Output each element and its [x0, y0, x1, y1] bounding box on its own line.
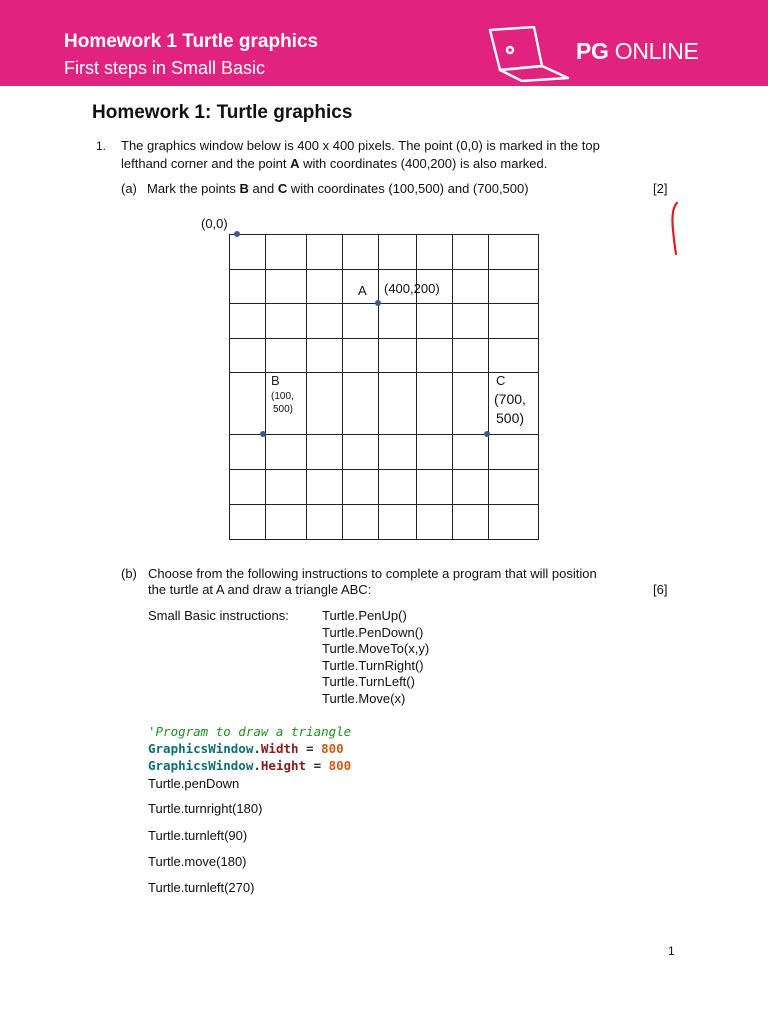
- code-property: Height: [260, 758, 307, 773]
- point-a: [375, 300, 381, 306]
- part-b-line-1: Choose from the following instructions to complete a program that will position: [148, 566, 597, 581]
- code-dot: .: [253, 758, 261, 773]
- instruction-item: Turtle.PenDown(): [322, 625, 424, 640]
- part-a-marks: [2]: [653, 181, 668, 196]
- part-a-post: with coordinates (100,500) and (700,500): [287, 181, 529, 196]
- question-line-2: [121, 156, 547, 171]
- code-object: GraphicsWindow: [148, 758, 254, 773]
- point-a-name: A: [358, 283, 367, 298]
- point-b: [260, 431, 266, 437]
- instruction-item: Turtle.MoveTo(x,y): [322, 641, 430, 656]
- banner-title: Homework 1 Turtle graphics: [64, 31, 319, 52]
- grid-line-vertical: [538, 234, 539, 540]
- grid-line-vertical: [265, 234, 266, 540]
- part-a-b: B: [239, 181, 249, 196]
- grid-line-horizontal: [229, 269, 539, 270]
- grid-line-vertical: [488, 234, 489, 540]
- code-equals: =: [298, 741, 322, 756]
- grid-line-horizontal: [229, 234, 539, 235]
- logo-text: [576, 38, 699, 65]
- grid-line-vertical: [378, 234, 379, 540]
- part-a-label: (a): [121, 181, 137, 196]
- point-b-coord-1: (100,: [271, 391, 294, 402]
- code-dot: .: [253, 741, 261, 756]
- logo-rest: ONLINE: [608, 38, 699, 64]
- code-object: GraphicsWindow: [148, 741, 254, 756]
- code-equals: =: [306, 758, 329, 773]
- question-line-1: The graphics window below is 400 x 400 pixels. The point (0,0) is marked in the top: [121, 138, 600, 153]
- q-bold-a: A: [290, 156, 300, 171]
- instruction-item: Turtle.Move(x): [322, 691, 406, 706]
- part-b-line-2: the turtle at A and draw a triangle ABC:: [148, 582, 372, 597]
- part-b-marks: [6]: [653, 582, 668, 597]
- document-heading: Homework 1: Turtle graphics: [92, 102, 353, 123]
- q-text: lefthand corner and the point: [121, 156, 291, 171]
- grid-line-vertical: [229, 234, 230, 540]
- grid-line-horizontal: [229, 303, 539, 304]
- origin-label: (0,0): [201, 216, 228, 231]
- banner-subtitle: First steps in Small Basic: [64, 58, 266, 78]
- point-b-name: B: [271, 373, 280, 388]
- answer-line: Turtle.penDown: [148, 776, 240, 791]
- code-number: 800: [328, 758, 352, 773]
- header-banner: [0, 0, 768, 86]
- grid-line-horizontal: [229, 504, 539, 505]
- grid-line-vertical: [342, 234, 343, 540]
- grid-line-vertical: [452, 234, 453, 540]
- grid-line-vertical: [306, 234, 307, 540]
- instruction-item: Turtle.PenUp(): [322, 608, 407, 623]
- point-b-coord-2: 500): [273, 404, 294, 415]
- part-b-label: (b): [121, 566, 137, 581]
- red-pen-mark: [668, 200, 682, 256]
- laptop-icon: [486, 26, 570, 82]
- grid-line-horizontal: [229, 539, 539, 540]
- part-a-c: C: [277, 181, 288, 196]
- grid-line-horizontal: [229, 469, 539, 470]
- answer-line: Turtle.turnleft(90): [148, 828, 248, 843]
- code-line-width: [148, 741, 344, 756]
- part-a-pre: Mark the points: [147, 181, 240, 196]
- answer-line: Turtle.move(180): [148, 854, 247, 869]
- point-a-coord: (400,200): [384, 281, 440, 296]
- point-c-coord-2: 500): [496, 410, 525, 426]
- point-c: [484, 431, 490, 437]
- part-a-text: [147, 181, 529, 196]
- page-number: 1: [668, 944, 675, 958]
- grid-line-horizontal: [229, 338, 539, 339]
- point-c-coord-1: (700,: [494, 391, 526, 407]
- point-c-name: C: [496, 373, 506, 388]
- question-number: 1.: [96, 139, 107, 153]
- answer-line: Turtle.turnright(180): [148, 801, 263, 816]
- code-line-height: [148, 758, 351, 773]
- code-comment: 'Program to draw a triangle: [148, 724, 352, 739]
- part-a-mid: and: [248, 181, 278, 196]
- instruction-item: Turtle.TurnRight(): [322, 658, 424, 673]
- grid-line-vertical: [416, 234, 417, 540]
- origin-point: [234, 231, 240, 237]
- code-property: Width: [260, 741, 299, 756]
- answer-line: Turtle.turnleft(270): [148, 880, 255, 895]
- grid-line-horizontal: [229, 434, 539, 435]
- instruction-item: Turtle.TurnLeft(): [322, 674, 415, 689]
- code-number: 800: [321, 741, 344, 756]
- instructions-label: Small Basic instructions:: [148, 608, 289, 623]
- logo-bold: PG: [576, 38, 609, 64]
- q-text: with coordinates (400,200) is also marked.: [299, 156, 548, 171]
